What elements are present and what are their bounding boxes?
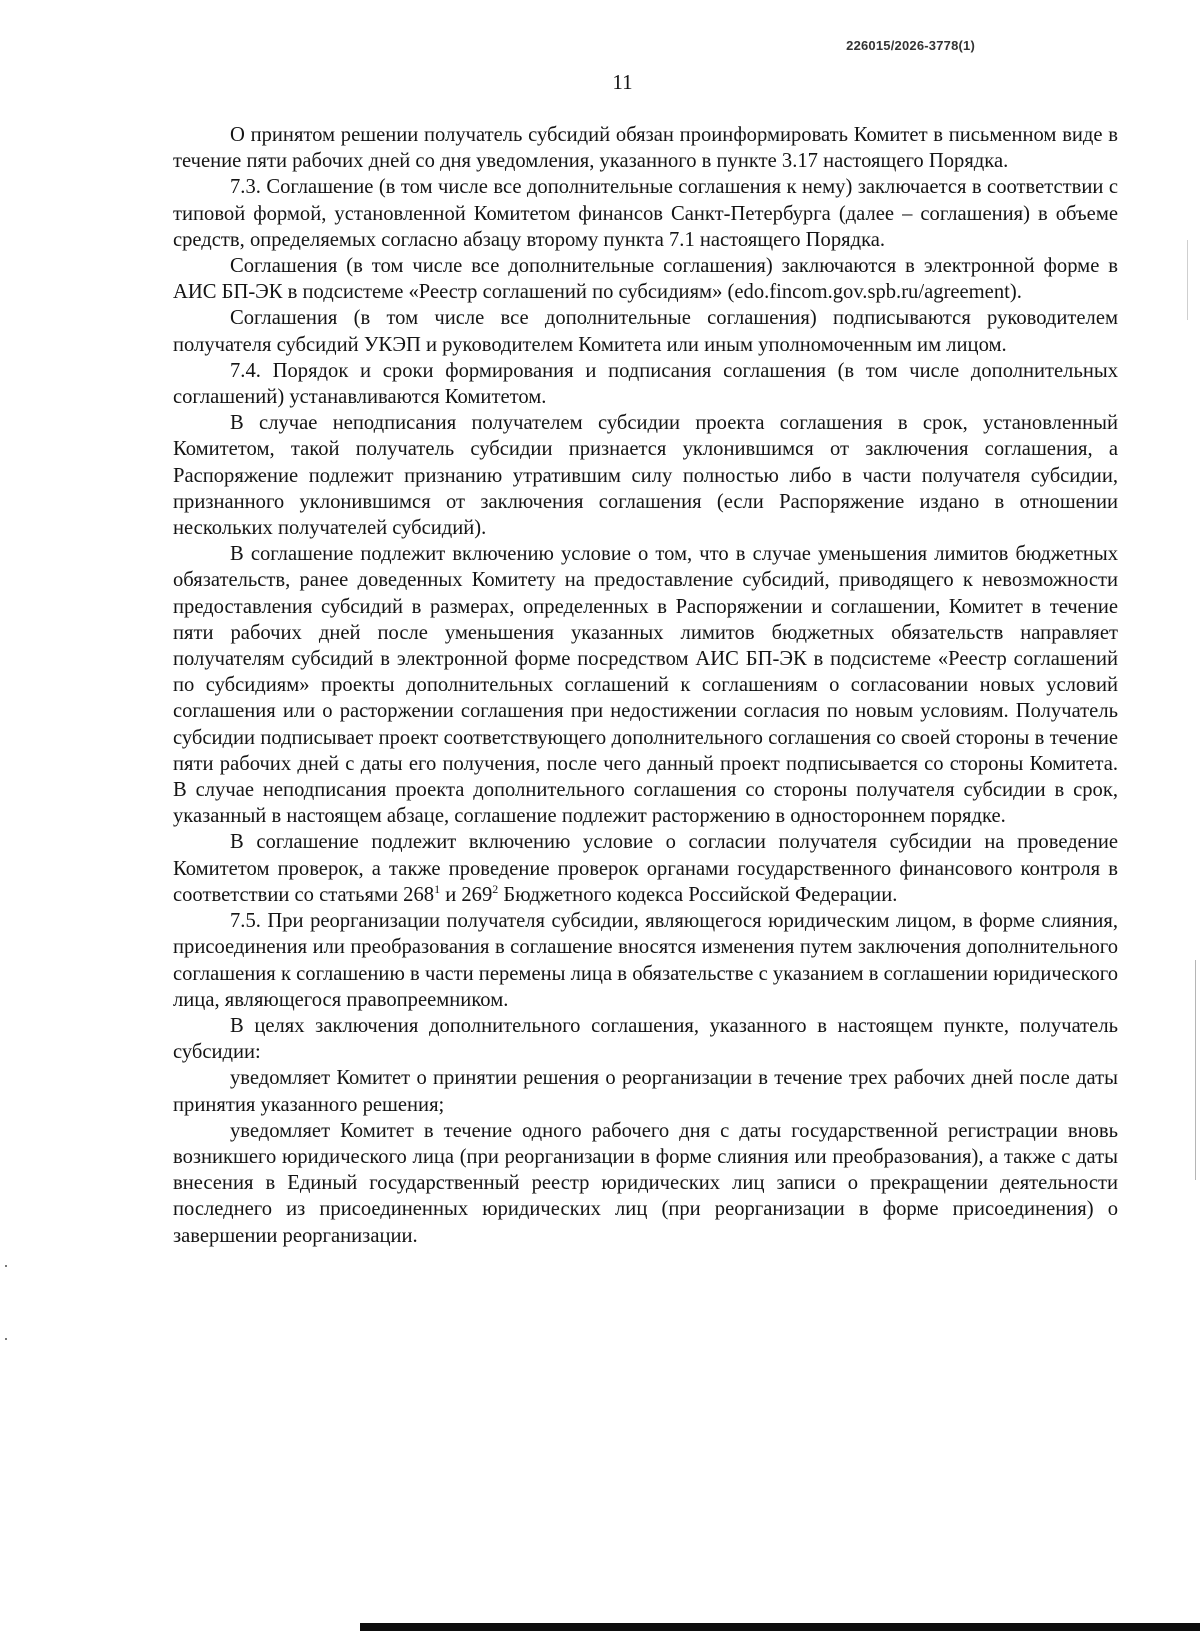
- scan-edge-mark: [1187, 240, 1188, 320]
- paragraph-text: и 269: [440, 883, 493, 906]
- paragraph: 7.4. Порядок и сроки формирования и подписания соглашения (в том числе дополнительных соглашений) устанавливаются Комитетом.: [173, 359, 1118, 409]
- scan-speck: [5, 1265, 7, 1267]
- paragraph: Соглашения (в том числе все дополнительные соглашения) заключаются в электронной форме в АИС БП-ЭК в подсистеме «Реестр соглашений по субсидиям» (edo.fincom.gov.spb.ru/agreement).: [173, 255, 1118, 304]
- paragraph: В соглашение подлежит включению условие о том, что в случае уменьшения лимитов бюджетных обязательств, ранее доведенных Комитету на предоставление субсидий, приводящего к невозможности предоставления субсидий в размерах, определенных в Распоряжении и соглашении, Комитет в течение пяти рабочих дней после уменьшения указанных лимитов бюджетных обязательств направляет получателям субсидий в электронной форме посредством АИС БП-ЭК в подсистеме «Реестр соглашений по субсидиям» проекты дополнительных соглашений к соглашениям о согласовании новых условий соглашения или о расторжении соглашения при недостижении согласия по новым условиям. Получатель субсидии подписывает проект соответствующего дополнительного соглашения со своей стороны в течение пяти рабочих дней с даты его получения, после чего данный проект подписывается со стороны Комитета. В случае неподписания проекта дополнительного соглашения со стороны получателя субсидии в срок, указанный в настоящем абзаце, соглашение подлежит расторжению в одностороннем порядке.: [173, 543, 1118, 828]
- document-registration-number: 226015/2026-3778(1): [846, 38, 975, 53]
- page-number: 11: [612, 70, 633, 94]
- paragraph-with-footnote-refs: [173, 829, 1118, 908]
- paragraph-text: В соглашение подлежит включению условие о согласии получателя субсидии на проведение Комитетом проверок, а также проведение проверок органами государственного финансового контроля в соответствии со статьями 268: [173, 831, 1118, 906]
- paragraph: уведомляет Комитет о принятии решения о реорганизации в течение трех рабочих дней после даты принятия указанного решения;: [173, 1067, 1118, 1116]
- scan-bottom-edge: [360, 1623, 1200, 1631]
- scan-speck: [5, 1338, 7, 1340]
- paragraph: Соглашения (в том числе все дополнительные соглашения) подписываются руководителем получателя субсидий УКЭП и руководителем Комитета или иным уполномоченным им лицом.: [173, 307, 1118, 356]
- paragraph-text: Бюджетного кодекса Российской Федерации.: [498, 883, 898, 906]
- paragraph: 7.3. Соглашение (в том числе все дополнительные соглашения к нему) заключается в соответствии с типовой формой, установленной Комитетом финансов Санкт-Петербурга (далее – соглашения) в объеме средств, определяемых согласно абзацу второму пункта 7.1 настоящего Порядка.: [173, 176, 1118, 251]
- paragraph: 7.5. При реорганизации получателя субсидии, являющегося юридическим лицом, в форме слияния, присоединения или преобразования в соглашение вносятся изменения путем заключения дополнительного соглашения к соглашению в части перемены лица в обязательстве с указанием в соглашении юридического лица, являющегося правопреемником.: [173, 910, 1118, 1011]
- scan-edge-mark: [1195, 960, 1196, 1180]
- paragraph: В случае неподписания получателем субсидии проекта соглашения в срок, установленный Комитетом, такой получатель субсидии признается уклонившимся от заключения соглашения, а Распоряжение подлежит признанию утратившим силу полностью либо в части получателя субсидии, признанного уклонившимся от заключения соглашения (если Распоряжение издано в отношении нескольких получателей субсидий).: [173, 412, 1118, 540]
- paragraph: О принятом решении получатель субсидий обязан проинформировать Комитет в письменном виде в течение пяти рабочих дней со дня уведомления, указанного в пункте 3.17 настоящего Порядка.: [173, 124, 1118, 173]
- paragraph: уведомляет Комитет в течение одного рабочего дня с даты государственной регистрации вновь возникшего юридического лица (при реорганизации в форме слияния или преобразования), а также с даты внесения в Единый государственный реестр юридических лиц записи о прекращении деятельности последнего из присоединенных юридических лиц (при реорганизации в форме присоединения) о завершении реорганизации.: [173, 1119, 1118, 1247]
- document-body: [173, 122, 1118, 1249]
- paragraph: В целях заключения дополнительного соглашения, указанного в настоящем пункте, получатель субсидии:: [173, 1014, 1118, 1064]
- footnote-superscript: 1: [434, 881, 441, 896]
- footnote-superscript: 2: [492, 881, 499, 896]
